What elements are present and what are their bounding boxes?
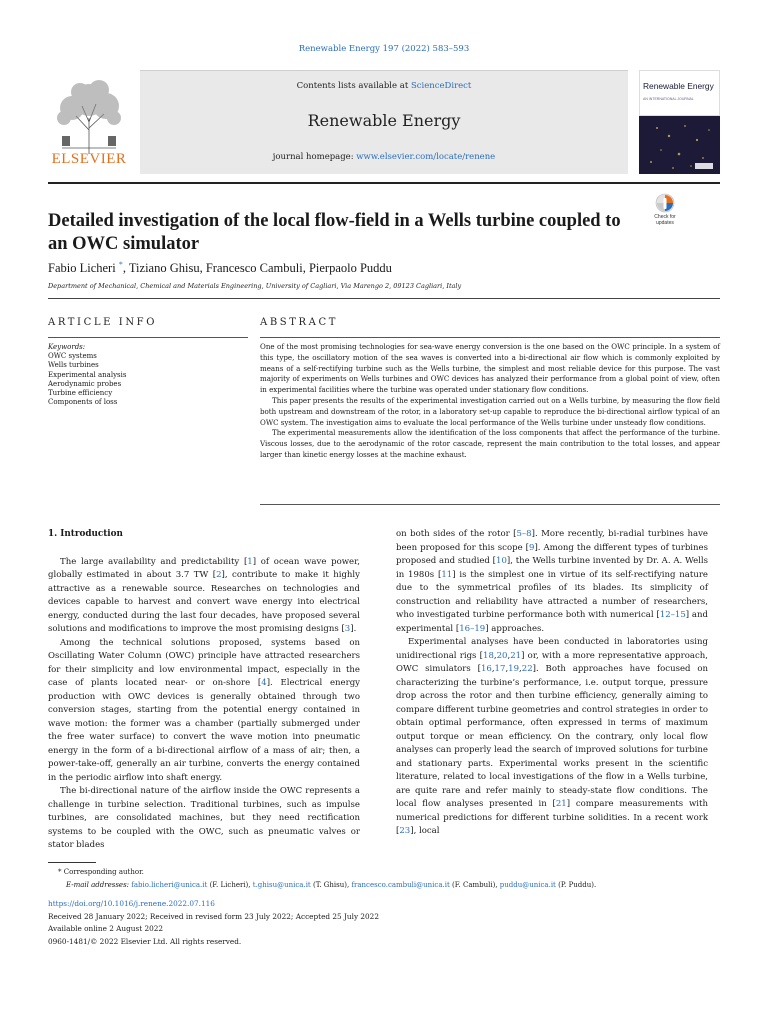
citation-link[interactable]: 3 xyxy=(344,624,351,635)
body-paragraph: The large availability and predictability [1] of ocean wave power, globally estimated in about 3.7 TW [2], contribute to make it highly attractive as a renewable source. Researches on technologies and devices capable to harvest and convert wave energy into electrical energy, conducted during the last four decades, have proposed several solutions and modifications to improve the most promising designs [3]. xyxy=(48,556,360,635)
footnote xyxy=(48,866,720,892)
article-info-heading: ARTICLE INFO xyxy=(48,317,158,328)
abstract-heading: ABSTRACT xyxy=(260,317,338,328)
received-dates: Received 28 January 2022; Received in revised form 23 July 2022; Accepted 25 July 2022 xyxy=(48,911,379,921)
citation-link[interactable]: 17 xyxy=(494,664,506,675)
sciencedirect-link[interactable]: ScienceDirect xyxy=(410,81,472,91)
online-date: Available online 2 August 2022 xyxy=(48,924,164,934)
citation-link[interactable]: 9 xyxy=(528,542,535,553)
abstract-paragraph: This paper presents the results of the experimental investigation carried out on a Wells turbine, by measuring the flow field both upstream and downstream of the rotor, in a laboratory set-up capable to reproduce the bi-directional airflow typical of an OWC system. The investigation aims to evaluate the local performance of the Wells turbine under unsteady flow conditions. xyxy=(260,395,720,427)
abstract-bottom-rule xyxy=(260,504,720,505)
author-name[interactable]: Francesco Cambuli xyxy=(205,261,303,276)
citation-link[interactable]: 12–15 xyxy=(659,610,686,621)
journal-citation[interactable]: Renewable Energy 197 (2022) 583–593 xyxy=(298,44,470,54)
citation-link[interactable]: 5–8 xyxy=(516,529,532,539)
author-list: Fabio Licheri *, Tiziano Ghisu, Francesco Cambuli, Pierpaolo Puddu xyxy=(48,260,392,276)
article-info-rule xyxy=(48,337,248,338)
abstract-paragraph: One of the most promising technologies for sea-wave energy conversion is the one based on the OWC principle. In a system of this type, the oscillatory motion of the sea waves is converted into a bi-directional air flow which is commonly exploited by means of a self-rectifying turbine such as the Wells turbine, the simplest and most reliable device for this purpose. The vast majority of experiments on Wells turbines and OWC devices has analyzed their performance from a global point of view, often in experimental facilities where the turbine was operated under stationary flow conditions. xyxy=(260,342,720,395)
cover-header xyxy=(639,70,720,116)
abstract-body xyxy=(260,342,720,461)
citation-link[interactable]: 19 xyxy=(508,664,520,675)
citation-link[interactable]: 11 xyxy=(441,569,453,580)
citation-link[interactable]: 21 xyxy=(510,650,522,661)
journal-title: Renewable Energy xyxy=(307,111,461,130)
author-name[interactable]: Pierpaolo Puddu xyxy=(308,261,392,276)
homepage-link[interactable]: www.elsevier.com/locate/renene xyxy=(356,152,496,162)
citation-link[interactable]: 23 xyxy=(399,826,411,837)
email-addresses: E-mail addresses: fabio.licheri@unica.it (F. Licheri), t.ghisu@unica.it (T. Ghisu), francesco.cambuli@unica.it (F. Cambuli), puddu@unica.it (P. Puddu). xyxy=(66,881,597,889)
elsevier-logo[interactable] xyxy=(48,70,130,174)
cover-subtitle: AN INTERNATIONAL JOURNAL xyxy=(643,97,694,101)
body-paragraph: The bi-directional nature of the airflow inside the OWC represents a challenge in turbine selection. Traditional turbines, such as impulse turbines, are consolidated machines, but they need rectification systems to be coupled with the OWC, such as pneumatic valves or stator blades xyxy=(48,786,360,851)
journal-banner xyxy=(140,70,628,174)
right-paragraphs xyxy=(396,528,708,839)
author-affiliation: Department of Mechanical, Chemical and Materials Engineering, University of Cagliari, Via Marengo 2, 09123 Cagliari, Italy xyxy=(48,282,462,290)
body-paragraph: on both sides of the rotor [5–8]. More recently, bi-radial turbines have been proposed for this scope [9]. Among the different types of turbines proposed and studied [10], the Wells turbine invented by Dr. A. A. Wells in 1980s [11] is the simplest one in virtue of its self-rectifying nature due to the symmetrical profiles of its blades. Its simplicity of construction and reliability have attracted a number of researchers, who investigated turbine performance both with numerical [12–15] and experimental [16–19] approaches. xyxy=(396,529,709,634)
article-title: Detailed investigation of the local flow-field in a Wells turbine coupled to an OWC simulator xyxy=(48,211,621,254)
email-link[interactable]: t.ghisu@unica.it xyxy=(252,881,311,889)
journal-cover[interactable] xyxy=(639,70,720,174)
email-link[interactable]: fabio.licheri@unica.it xyxy=(131,881,208,889)
body-paragraph: Experimental analyses have been conducted in laboratories using unidirectional rigs [18,20,21] or, with a more representative approach, OWC simulators [16,17,19,22]. Both approaches have focused on characterizing the turbine’s performance, i.e. output torque, pressure drop across the rotor and then turbine efficiency, generally aiming to compare different turbine geometries and control strategies in order to obtain optimal performance, often expressed in terms of maximum output torque or mean efficiency. On the contrary, only local flow analyses can properly lead the search of improved solutions for turbine and stationary parts. Experimental works present in the scientific literature, related to local investigations of the flow in a Wells turbine, are quite rare and refer mainly to steady-state flow conditions. The local flow analyses presented in [21] compare measurements with numerical predictions for different turbine solidities. In a recent work [23], local xyxy=(396,637,708,837)
citation-link[interactable]: 2 xyxy=(216,570,222,581)
email-link[interactable]: francesco.cambuli@unica.it xyxy=(351,881,450,889)
keyword-item: Wells turbines xyxy=(48,361,99,370)
citation-link[interactable]: 18 xyxy=(483,650,494,661)
citation-link[interactable]: 1 xyxy=(247,556,253,567)
section-heading-introduction: 1. Introduction xyxy=(48,529,123,539)
keyword-item: Aerodynamic probes xyxy=(48,379,122,388)
cover-journal-name: Renewable Energy xyxy=(643,81,714,91)
keyword-item: Components of loss xyxy=(48,398,118,407)
publication-info xyxy=(48,898,720,948)
body-column-right xyxy=(396,528,708,839)
citation-link[interactable]: 4 xyxy=(261,678,267,689)
masthead-rule xyxy=(48,182,720,184)
citation-link[interactable]: 10 xyxy=(496,556,507,567)
citation-link[interactable]: 20 xyxy=(496,650,508,661)
email-label: E-mail addresses: xyxy=(66,881,130,889)
crossmark-label: Check for updates xyxy=(654,214,676,226)
crossmark-icon xyxy=(648,193,682,215)
elsevier-tree-icon xyxy=(52,78,126,154)
author-name[interactable]: Tiziano Ghisu xyxy=(128,261,200,276)
keyword-item: Experimental analysis xyxy=(48,370,127,379)
keywords-block xyxy=(48,343,248,407)
footnote-rule xyxy=(48,862,96,863)
corresponding-author-mark[interactable]: * xyxy=(118,260,123,269)
copyright: 0960-1481/© 2022 Elsevier Ltd. All rights reserved. xyxy=(48,936,242,946)
keywords-label: Keywords: xyxy=(48,343,86,351)
left-paragraphs xyxy=(48,556,360,853)
abstract-rule xyxy=(260,337,720,338)
keyword-item: OWC systems xyxy=(48,352,97,361)
journal-masthead xyxy=(48,70,720,174)
check-for-updates-badge[interactable] xyxy=(648,193,682,235)
header-rule xyxy=(48,298,720,299)
author-name[interactable]: Fabio Licheri xyxy=(48,261,116,276)
doi-link[interactable]: https://doi.org/10.1016/j.renene.2022.07.116 xyxy=(48,899,215,908)
citation-link[interactable]: 16 xyxy=(480,664,492,675)
corresponding-note: * Corresponding author. xyxy=(58,868,144,876)
homepage-line: journal homepage: www.elsevier.com/locate/renene xyxy=(272,152,496,162)
cover-artwork-icon xyxy=(639,116,720,174)
citation-link[interactable]: 22 xyxy=(521,664,533,675)
email-link[interactable]: puddu@unica.it xyxy=(499,881,556,889)
keyword-item: Turbine efficiency xyxy=(48,389,113,398)
body-paragraph: Among the technical solutions proposed, systems based on Oscillating Water Column (OWC) principle have attracted researchers for their simplicity and low environmental impact, especially in the case of plants located near- or on-shore [4]. Electrical energy production with OWC devices is generally obtained through two conversion stages, starting from the potential energy contained in wave motion: the former was a chamber (partially submerged under the free water surface) to convert the wave motion into pneumatic energy in the form of a bi-directional airflow of a mass of air; then, a power-take-off, generally an air turbine, converts the energy contained in the periodic airflow into shaft energy. xyxy=(48,637,360,783)
citation-link[interactable]: 21 xyxy=(555,799,567,810)
abstract-paragraph: The experimental measurements allow the identification of the loss components that affect the performance of the turbine. Viscous losses, due to the aerodynamic of the rotor cascade, represent the main contribution to the total losses, and appear larger than kinetic energy losses at the machine exhaust. xyxy=(260,428,720,459)
body-column-left xyxy=(48,528,360,853)
citation-link[interactable]: 16–19 xyxy=(459,623,486,634)
elsevier-wordmark: ELSEVIER xyxy=(51,151,127,167)
contents-line: Contents lists available at ScienceDirect xyxy=(296,81,472,91)
